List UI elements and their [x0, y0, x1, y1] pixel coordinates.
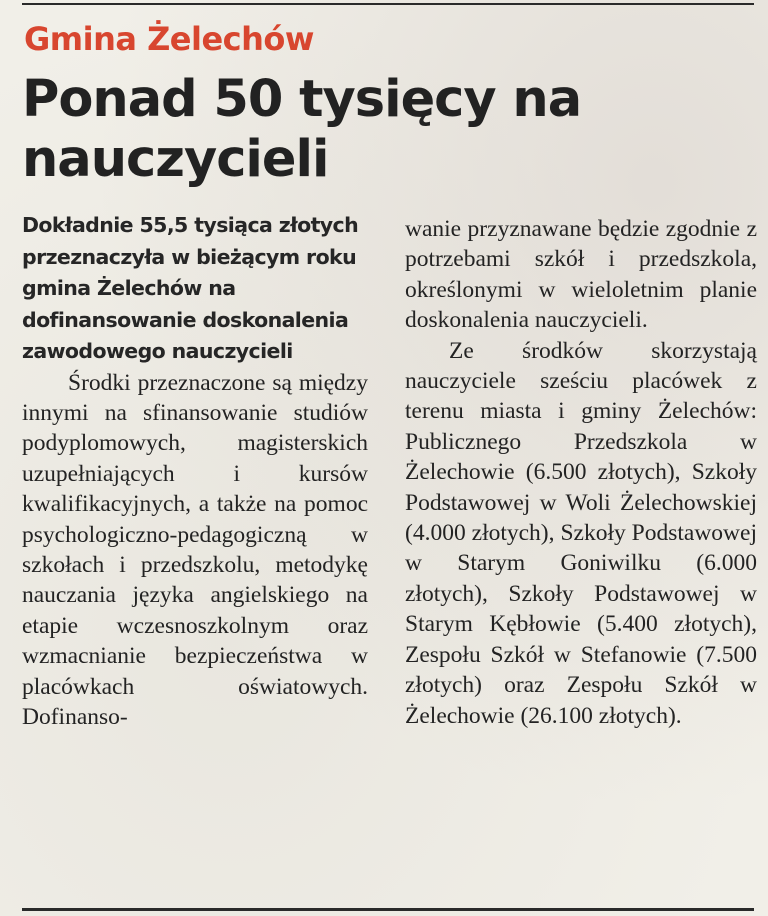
right-column — [405, 214, 757, 731]
article-headline: Ponad 50 tysięcy na nauczycieli — [22, 70, 582, 189]
left-column — [22, 210, 368, 732]
top-rule — [22, 3, 754, 5]
paragraph-1-part-1: Środki przeznaczone są między innymi na sfinansowanie studiów podyplomowych, magisterskich uzupełniających i kursów kwalifikacyjnych, a także na pomoc psychologiczno-pedagogiczną w szkołach i przedszkolu, metodykę nauczania języka angielskiego na etapie wczesnoszkolnym oraz wzmacnianie bezpieczeństwa w placówkach oświatowych. Dofinanso- — [22, 369, 368, 730]
paragraph-2: Ze środków skorzystają nauczyciele sześciu placówek z terenu miasta i gminy Żelechów: Publicznego Przedszkola w Żelechowie (6.500 złotych), Szkoły Podstawowej w Woli Żelechowskiej (4.000 złotych), Szkoły Podstawowej w Starym Goniwilku (6.000 złotych), Szkoły Podstawowej w Starym Kębłowie (5.400 złotych), Zespołu Szkół w Stefanowie (7.500 złotych) oraz Zespołu Szkół w Żelechowie (26.100 złotych). — [405, 337, 757, 729]
paragraph-1-part-2: wanie przyznawane będzie zgodnie z potrzebami szkół i przedszkola, określonymi w wieloletnim planie doskonalenia nauczycieli. — [405, 216, 757, 334]
section-kicker: Gmina Żelechów — [24, 20, 314, 58]
bottom-rule — [22, 908, 754, 911]
article-lead: Dokładnie 55,5 tysiąca złotych przeznaczyła w bieżącym roku gmina Żelechów na dofinansowanie doskonalenia zawodowego nauczycieli — [22, 213, 359, 363]
